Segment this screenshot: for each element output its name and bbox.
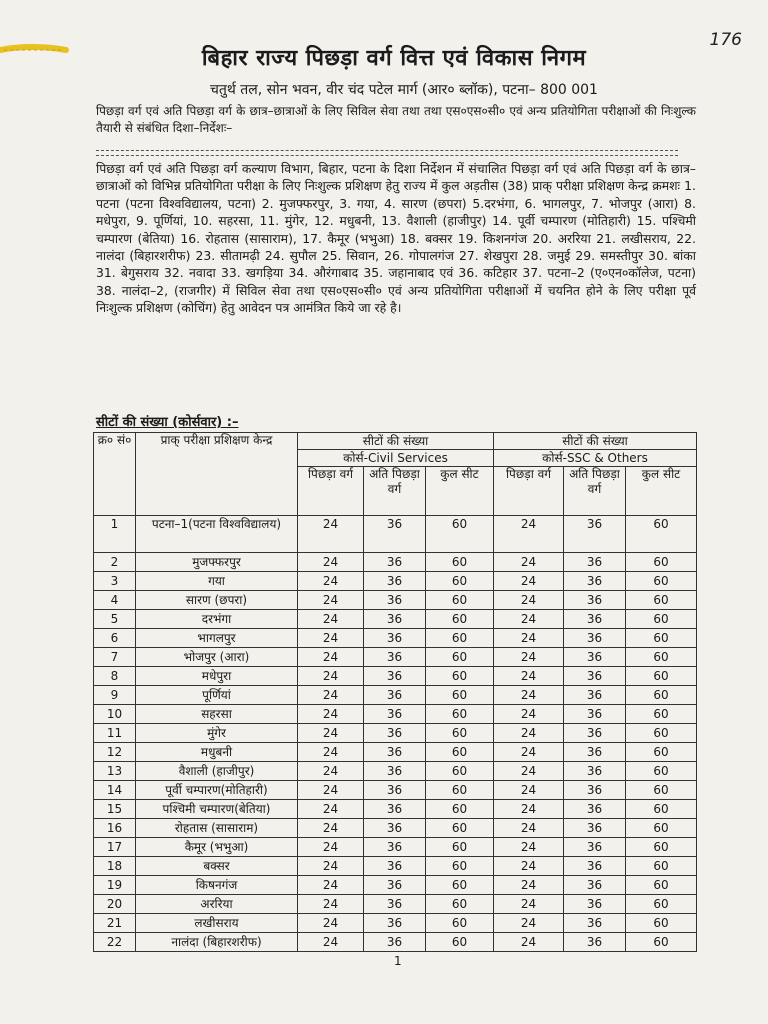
row-civil-total: 60	[426, 610, 494, 629]
organization-title: बिहार राज्य पिछड़ा वर्ग वित्त एवं विकास निगम	[201, 46, 587, 71]
header-civil-backward: पिछड़ा वर्ग	[298, 467, 364, 516]
seats-table-body	[94, 516, 697, 952]
row-ssc-backward: 24	[494, 591, 564, 610]
row-ssc-backward: 24	[494, 838, 564, 857]
row-ssc-backward: 24	[494, 895, 564, 914]
divider	[96, 155, 678, 156]
row-ssc-total: 60	[626, 857, 697, 876]
row-civil-backward: 24	[298, 743, 364, 762]
row-civil-total: 60	[426, 743, 494, 762]
row-civil-backward: 24	[298, 686, 364, 705]
row-ssc-total: 60	[626, 762, 697, 781]
row-civil-extremely-backward: 36	[364, 667, 426, 686]
row-civil-total: 60	[426, 933, 494, 952]
row-serial: 19	[94, 876, 136, 895]
row-centre: भोजपुर (आरा)	[136, 648, 298, 667]
row-ssc-total: 60	[626, 667, 697, 686]
row-ssc-total: 60	[626, 800, 697, 819]
row-civil-extremely-backward: 36	[364, 819, 426, 838]
row-civil-extremely-backward: 36	[364, 857, 426, 876]
row-civil-backward: 24	[298, 572, 364, 591]
row-ssc-extremely-backward: 36	[564, 876, 626, 895]
table-row	[94, 857, 697, 876]
row-ssc-total: 60	[626, 705, 697, 724]
row-civil-extremely-backward: 36	[364, 781, 426, 800]
row-ssc-backward: 24	[494, 800, 564, 819]
row-serial: 22	[94, 933, 136, 952]
table-row	[94, 516, 697, 553]
row-civil-extremely-backward: 36	[364, 648, 426, 667]
row-civil-total: 60	[426, 629, 494, 648]
row-ssc-backward: 24	[494, 762, 564, 781]
row-serial: 16	[94, 819, 136, 838]
row-centre: किषनगंज	[136, 876, 298, 895]
row-civil-extremely-backward: 36	[364, 591, 426, 610]
row-civil-extremely-backward: 36	[364, 686, 426, 705]
table-row	[94, 572, 697, 591]
seats-table	[93, 432, 697, 952]
row-civil-total: 60	[426, 876, 494, 895]
row-serial: 1	[94, 516, 136, 553]
row-serial: 7	[94, 648, 136, 667]
table-row	[94, 876, 697, 895]
row-serial: 18	[94, 857, 136, 876]
row-civil-extremely-backward: 36	[364, 572, 426, 591]
row-civil-total: 60	[426, 572, 494, 591]
header-ssc-backward: पिछड़ा वर्ग	[494, 467, 564, 516]
row-ssc-backward: 24	[494, 629, 564, 648]
row-ssc-extremely-backward: 36	[564, 591, 626, 610]
row-ssc-backward: 24	[494, 876, 564, 895]
row-ssc-backward: 24	[494, 857, 564, 876]
row-ssc-backward: 24	[494, 914, 564, 933]
row-civil-extremely-backward: 36	[364, 629, 426, 648]
table-row	[94, 895, 697, 914]
row-centre: कैमूर (भभुआ)	[136, 838, 298, 857]
row-civil-backward: 24	[298, 629, 364, 648]
row-civil-backward: 24	[298, 705, 364, 724]
row-civil-total: 60	[426, 516, 494, 553]
row-civil-extremely-backward: 36	[364, 724, 426, 743]
row-civil-backward: 24	[298, 553, 364, 572]
header-centre: प्राक् परीक्षा प्रशिक्षण केन्द्र	[136, 433, 298, 516]
row-serial: 15	[94, 800, 136, 819]
row-ssc-extremely-backward: 36	[564, 762, 626, 781]
row-civil-extremely-backward: 36	[364, 610, 426, 629]
row-serial: 5	[94, 610, 136, 629]
row-civil-backward: 24	[298, 838, 364, 857]
row-civil-total: 60	[426, 838, 494, 857]
row-civil-backward: 24	[298, 895, 364, 914]
row-ssc-extremely-backward: 36	[564, 914, 626, 933]
header-civil-total: कुल सीट	[426, 467, 494, 516]
row-civil-total: 60	[426, 914, 494, 933]
row-serial: 8	[94, 667, 136, 686]
row-ssc-total: 60	[626, 648, 697, 667]
table-row	[94, 762, 697, 781]
row-ssc-total: 60	[626, 914, 697, 933]
row-ssc-total: 60	[626, 591, 697, 610]
body-paragraph: पिछड़ा वर्ग एवं अति पिछड़ा वर्ग कल्याण विभाग, बिहार, पटना के दिशा निर्देशन में संचालित पिछड़ा वर्ग एवं अति पिछड़ा वर्ग के छात्र–छात्राओं को विभिन्न प्रतियोगिता परीक्षा के लिए निःशुल्क प्रशिक्षण हेतु राज्य में कुल अड़तीस (38) प्राक् परीक्षा प्रशिक्षण केन्द्र क्रमशः 1. पटना (पटना विश्वविद्यालय, पटना) 2. मुजफ्फरपुर, 3. गया, 4. सारण (छपरा) 5.दरभंगा, 6. भागलपुर, 7. भोजपुर (आरा) 8. मधेपुरा, 9. पूर्णियां, 10. सहरसा, 11. मुंगेर, 12. मधुबनी, 13. वैशाली (हाजीपुर) 14. पूर्वी चम्पारण (मोतिहारी) 15. पश्चिमी चम्पारण (बेतिया) 16. रोहतास (सासाराम), 17. कैमूर (भभुआ) 18. बक्सर 19. किशनगंज 20. अररिया 21. लखीसराय, 22. नालंदा (बिहारशरीफ) 23. सीतामढ़ी 24. सुपौल 25. सिवान, 26. गोपालगंज 27. शेखपुरा 28. जमुई 29. समस्तीपुर 30. बांका 31. बेगुसराय 32. नवादा 33. खगड़िया 34. औरंगाबाद 35. जहानाबाद एवं 36. कटिहार 37. पटना–2 (ए०एन०कॉलेज, पटना) 38. नालंदा–2, (राजगीर) में सिविल सेवा तथा एस०एस०सी० एवं अन्य प्रतियोगिता परीक्षाओं में चयनित होने के लिए परीक्षा पूर्व निःशुल्क प्रशिक्षण (कोचिंग) हेतु आवेदन पत्र आमंत्रित किये जा रहे है।	[96, 161, 696, 316]
row-civil-extremely-backward: 36	[364, 762, 426, 781]
row-civil-backward: 24	[298, 819, 364, 838]
row-ssc-extremely-backward: 36	[564, 724, 626, 743]
row-civil-total: 60	[426, 895, 494, 914]
row-civil-backward: 24	[298, 516, 364, 553]
row-ssc-backward: 24	[494, 667, 564, 686]
row-civil-backward: 24	[298, 857, 364, 876]
row-civil-total: 60	[426, 762, 494, 781]
organization-address: चतुर्थ तल, सोन भवन, वीर चंद पटेल मार्ग (आर० ब्लॉक), पटना– 800 001	[210, 82, 598, 98]
row-ssc-backward: 24	[494, 819, 564, 838]
header-seats-civil: सीटों की संख्या	[298, 433, 494, 450]
row-centre: लखीसराय	[136, 914, 298, 933]
row-ssc-total: 60	[626, 743, 697, 762]
row-centre: वैशाली (हाजीपुर)	[136, 762, 298, 781]
row-ssc-backward: 24	[494, 724, 564, 743]
row-ssc-extremely-backward: 36	[564, 743, 626, 762]
row-civil-total: 60	[426, 781, 494, 800]
table-row	[94, 781, 697, 800]
row-ssc-total: 60	[626, 553, 697, 572]
table-row	[94, 933, 697, 952]
row-ssc-extremely-backward: 36	[564, 819, 626, 838]
row-serial: 10	[94, 705, 136, 724]
row-ssc-extremely-backward: 36	[564, 857, 626, 876]
row-ssc-extremely-backward: 36	[564, 838, 626, 857]
row-ssc-extremely-backward: 36	[564, 629, 626, 648]
row-civil-total: 60	[426, 591, 494, 610]
row-centre: भागलपुर	[136, 629, 298, 648]
row-serial: 3	[94, 572, 136, 591]
row-ssc-total: 60	[626, 819, 697, 838]
row-centre: मधुबनी	[136, 743, 298, 762]
header-ssc-extremely-backward: अति पिछड़ा वर्ग	[564, 467, 626, 516]
row-ssc-total: 60	[626, 781, 697, 800]
row-civil-extremely-backward: 36	[364, 516, 426, 553]
row-ssc-total: 60	[626, 516, 697, 553]
row-ssc-extremely-backward: 36	[564, 572, 626, 591]
row-serial: 20	[94, 895, 136, 914]
row-civil-total: 60	[426, 857, 494, 876]
row-ssc-total: 60	[626, 629, 697, 648]
row-ssc-backward: 24	[494, 781, 564, 800]
row-centre: बक्सर	[136, 857, 298, 876]
row-civil-extremely-backward: 36	[364, 743, 426, 762]
row-serial: 9	[94, 686, 136, 705]
row-serial: 6	[94, 629, 136, 648]
row-civil-backward: 24	[298, 933, 364, 952]
seats-heading: सीटों की संख्या (कोर्सवार) :–	[96, 415, 239, 430]
row-civil-backward: 24	[298, 724, 364, 743]
row-ssc-total: 60	[626, 572, 697, 591]
table-row	[94, 743, 697, 762]
row-civil-extremely-backward: 36	[364, 914, 426, 933]
row-ssc-extremely-backward: 36	[564, 553, 626, 572]
row-ssc-backward: 24	[494, 553, 564, 572]
row-ssc-extremely-backward: 36	[564, 705, 626, 724]
table-row	[94, 705, 697, 724]
table-row	[94, 629, 697, 648]
table-row	[94, 610, 697, 629]
row-civil-backward: 24	[298, 762, 364, 781]
row-ssc-extremely-backward: 36	[564, 667, 626, 686]
row-centre: मधेपुरा	[136, 667, 298, 686]
row-serial: 21	[94, 914, 136, 933]
row-civil-backward: 24	[298, 648, 364, 667]
row-ssc-extremely-backward: 36	[564, 781, 626, 800]
row-civil-extremely-backward: 36	[364, 876, 426, 895]
row-ssc-total: 60	[626, 876, 697, 895]
row-ssc-extremely-backward: 36	[564, 933, 626, 952]
row-centre: अररिया	[136, 895, 298, 914]
row-civil-backward: 24	[298, 914, 364, 933]
page-mark: 176	[709, 30, 742, 50]
row-civil-backward: 24	[298, 591, 364, 610]
row-civil-backward: 24	[298, 781, 364, 800]
table-row	[94, 819, 697, 838]
header-civil-extremely-backward: अति पिछड़ा वर्ग	[364, 467, 426, 516]
row-civil-extremely-backward: 36	[364, 800, 426, 819]
row-centre: गया	[136, 572, 298, 591]
row-serial: 14	[94, 781, 136, 800]
row-ssc-extremely-backward: 36	[564, 610, 626, 629]
row-ssc-extremely-backward: 36	[564, 895, 626, 914]
row-ssc-backward: 24	[494, 933, 564, 952]
header-serial: क्र० सं०	[94, 433, 136, 516]
table-row	[94, 553, 697, 572]
row-centre: सारण (छपरा)	[136, 591, 298, 610]
row-civil-backward: 24	[298, 800, 364, 819]
row-ssc-total: 60	[626, 610, 697, 629]
row-centre: मुंगेर	[136, 724, 298, 743]
row-civil-backward: 24	[298, 667, 364, 686]
header-seats-ssc: सीटों की संख्या	[494, 433, 697, 450]
table-row	[94, 800, 697, 819]
row-civil-backward: 24	[298, 610, 364, 629]
header-course-civil: कोर्स-Civil Services	[298, 450, 494, 467]
row-civil-total: 60	[426, 553, 494, 572]
row-civil-extremely-backward: 36	[364, 705, 426, 724]
row-civil-extremely-backward: 36	[364, 553, 426, 572]
row-centre: पटना–1(पटना विश्वविद्यालय)	[136, 516, 298, 553]
table-row	[94, 686, 697, 705]
row-serial: 12	[94, 743, 136, 762]
row-centre: नालंदा (बिहारशरीफ)	[136, 933, 298, 952]
row-ssc-backward: 24	[494, 705, 564, 724]
row-serial: 17	[94, 838, 136, 857]
row-ssc-backward: 24	[494, 572, 564, 591]
row-ssc-extremely-backward: 36	[564, 686, 626, 705]
row-serial: 11	[94, 724, 136, 743]
row-centre: पूर्णियां	[136, 686, 298, 705]
row-civil-total: 60	[426, 648, 494, 667]
subject-line: पिछड़ा वर्ग एवं अति पिछड़ा वर्ग के छात्र–छात्राओं के लिए सिविल सेवा तथा तथा एस०एस०सी० एवं अन्य प्रतियोगिता परीक्षाओं की निःशुल्क तैयारी से संबंधित दिशा–निर्देशः–	[96, 104, 696, 135]
row-ssc-total: 60	[626, 838, 697, 857]
row-civil-total: 60	[426, 819, 494, 838]
table-row	[94, 591, 697, 610]
row-civil-extremely-backward: 36	[364, 933, 426, 952]
row-ssc-total: 60	[626, 724, 697, 743]
row-serial: 4	[94, 591, 136, 610]
table-row	[94, 724, 697, 743]
header-ssc-total: कुल सीट	[626, 467, 697, 516]
divider	[96, 150, 678, 151]
row-ssc-extremely-backward: 36	[564, 648, 626, 667]
row-civil-total: 60	[426, 800, 494, 819]
row-centre: दरभंगा	[136, 610, 298, 629]
row-ssc-backward: 24	[494, 516, 564, 553]
table-row	[94, 648, 697, 667]
row-serial: 2	[94, 553, 136, 572]
row-civil-extremely-backward: 36	[364, 895, 426, 914]
row-ssc-total: 60	[626, 933, 697, 952]
row-centre: सहरसा	[136, 705, 298, 724]
row-centre: पूर्वी चम्पारण(मोतिहारी)	[136, 781, 298, 800]
row-centre: पश्चिमी चम्पारण(बेतिया)	[136, 800, 298, 819]
row-ssc-backward: 24	[494, 686, 564, 705]
row-ssc-total: 60	[626, 895, 697, 914]
row-civil-backward: 24	[298, 876, 364, 895]
table-row	[94, 838, 697, 857]
row-ssc-backward: 24	[494, 610, 564, 629]
document-header	[0, 42, 768, 99]
row-ssc-extremely-backward: 36	[564, 800, 626, 819]
row-ssc-backward: 24	[494, 743, 564, 762]
row-ssc-extremely-backward: 36	[564, 516, 626, 553]
row-civil-total: 60	[426, 667, 494, 686]
row-civil-total: 60	[426, 724, 494, 743]
footer-page-number: 1	[394, 954, 402, 968]
row-civil-total: 60	[426, 686, 494, 705]
row-centre: मुजफ्फरपुर	[136, 553, 298, 572]
row-ssc-total: 60	[626, 686, 697, 705]
row-civil-extremely-backward: 36	[364, 838, 426, 857]
row-ssc-backward: 24	[494, 648, 564, 667]
row-centre: रोहतास (सासाराम)	[136, 819, 298, 838]
header-course-ssc: कोर्स-SSC & Others	[494, 450, 697, 467]
row-civil-total: 60	[426, 705, 494, 724]
row-serial: 13	[94, 762, 136, 781]
table-row	[94, 667, 697, 686]
table-row	[94, 914, 697, 933]
